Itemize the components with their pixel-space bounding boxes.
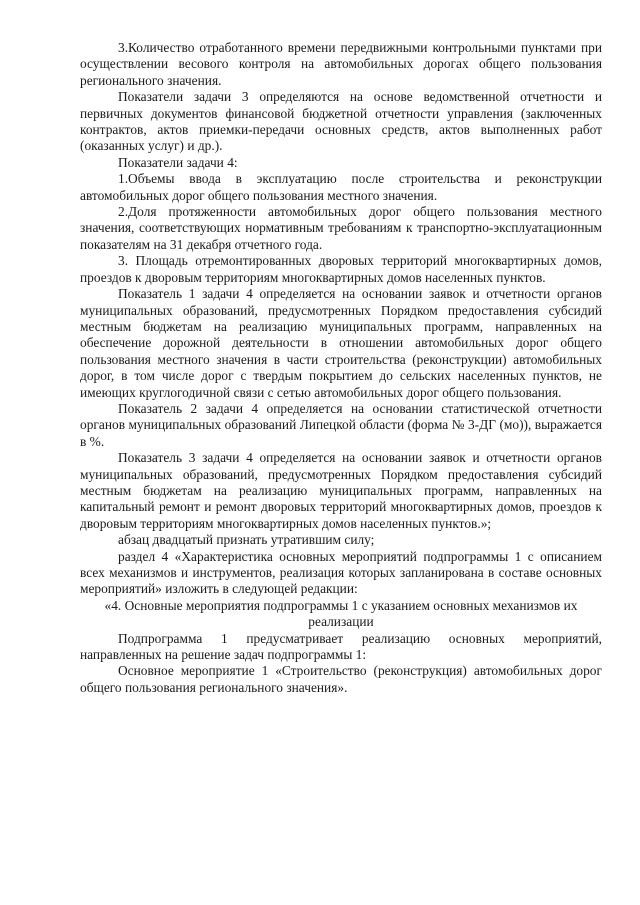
paragraph-indicator-1-definition: Показатель 1 задачи 4 определяется на основании заявок и отчетности органов муниципальных образований, предусмотренных Порядком предоставления субсидий местным бюджетам на реализацию муниципальных программ, направленных на обеспечение дорожной деятельности в отношении автомобильных дорог общего пользования местного значения в части строительства (реконструкции) автомобильных дорог, в том числе дорог с твердым покрытием до сельских населенных пунктов, не имеющих круглогодичной связи с сетью автомобильных дорог общего пользования. [80, 286, 602, 400]
paragraph-subprogram-intro: Подпрограмма 1 предусматривает реализацию основных мероприятий, направленных на решение задач подпрограммы 1: [80, 630, 602, 663]
section-heading: «4. Основные мероприятия подпрограммы 1 с указанием основных механизмов их реализации [104, 597, 578, 630]
paragraph-indicator-2-definition: Показатель 2 задачи 4 определяется на основании статистической отчетности органов муниципальных образований Липецкой области (форма № 3-ДГ (мо)), выражается в %. [80, 400, 602, 449]
paragraph-indicator-3-definition: Показатель 3 задачи 4 определяется на основании заявок и отчетности органов муниципальных образований, предусмотренных Порядком предоставления субсидий местным бюджетам на реализацию муниципальных программ, направленных на капитальный ремонт и ремонт дворовых территорий многоквартирных домов, проездов к дворовым территориям многоквартирных домов населенных пунктов.»; [80, 450, 602, 531]
document-page [80, 40, 602, 696]
paragraph-task4-indicator-3: 3. Площадь отремонтированных дворовых территорий многоквартирных домов, проездов к дворовым территориям многоквартирных домов населенных пунктов. [80, 253, 602, 285]
paragraph-indicator-3: 3.Количество отработанного времени передвижными контрольными пунктами при осуществлении весового контроля на автомобильных дорогах общего пользования регионального значения. [80, 40, 602, 88]
paragraph-section-4-amendment: раздел 4 «Характеристика основных мероприятий подпрограммы 1 с описанием всех механизмов и инструментов, реализация которых запланирована в составе основных мероприятий» изложить в следующей редакции: [80, 548, 602, 597]
paragraph-task3-indicators-source: Показатели задачи 3 определяются на основе ведомственной отчетности и первичных документов финансовой бюджетной отчетности управления (заключенных контрактов, актов приемки-передачи основных средств, актов выполненных работ (оказанных услуг) и др.). [80, 89, 602, 154]
paragraph-repeal: абзац двадцатый признать утратившим силу; [118, 532, 375, 548]
paragraph-task4-indicator-2: 2.Доля протяженности автомобильных дорог общего пользования местного значения, соответствующих нормативным требованиям к транспортно-эксплуатационным показателям на 31 декабря отчетного года. [80, 204, 602, 252]
paragraph-main-activity-1: Основное мероприятие 1 «Строительство (реконструкция) автомобильных дорог общего пользования регионального значения». [80, 663, 602, 695]
paragraph-task4-indicator-1: 1.Объемы ввода в эксплуатацию после строительства и реконструкции автомобильных дорог общего пользования местного значения. [80, 171, 602, 203]
paragraph-task4-indicators-title: Показатели задачи 4: [118, 154, 238, 170]
